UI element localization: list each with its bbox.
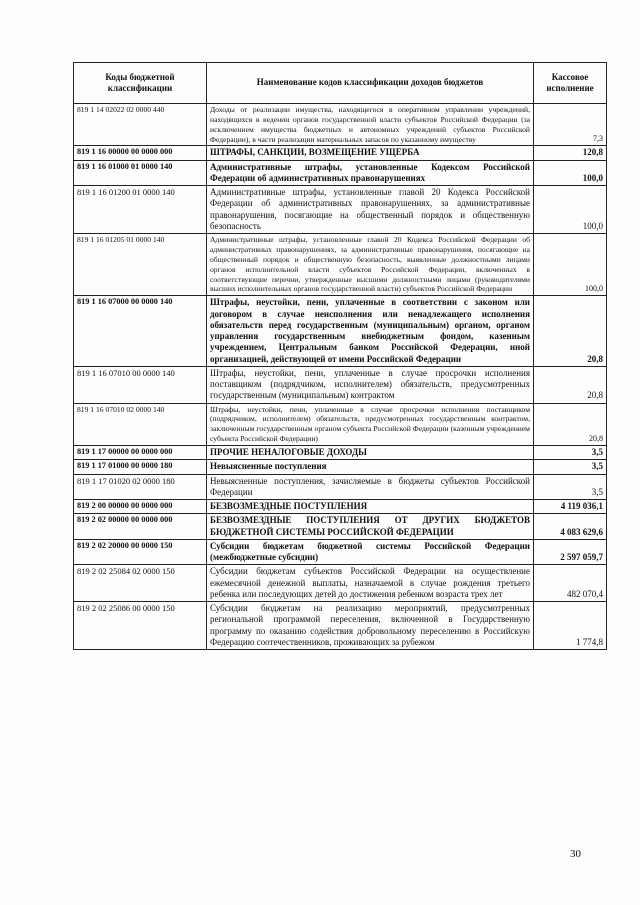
header-codes: Коды бюджетной классификации bbox=[74, 63, 207, 104]
classification-name: Административные штрафы, установленные Кодексом Российской Федерации об административных правонарушениях bbox=[207, 160, 534, 186]
cash-execution-value: 7,3 bbox=[534, 104, 607, 146]
table-row bbox=[74, 186, 607, 234]
classification-name: Штрафы, неустойки, пени, уплаченные в соответствии с законом или договором в случае неисполнения или ненадлежащего исполнения обязательств перед государственным (муниципальным) органом, органом управления государственным внебюджетным фондом, казенным учреждением, Центральным банком Российской Федерации, иной организацией, действующей от имени Российской Федерации bbox=[207, 296, 534, 367]
classification-name: ШТРАФЫ, САНКЦИИ, ВОЗМЕЩЕНИЕ УЩЕРБА bbox=[207, 146, 534, 160]
table-row bbox=[74, 500, 607, 514]
header-execution: Кассовое исполнение bbox=[534, 63, 607, 104]
table-row bbox=[74, 446, 607, 460]
classification-code: 819 2 02 20000 00 0000 150 bbox=[74, 539, 207, 565]
table-row bbox=[74, 296, 607, 367]
classification-code: 819 1 17 00000 00 0000 000 bbox=[74, 446, 207, 460]
table-row bbox=[74, 104, 607, 146]
header-names: Наименование кодов классификации доходов бюджетов bbox=[207, 63, 534, 104]
cash-execution-value: 100,0 bbox=[534, 160, 607, 186]
table-row bbox=[74, 539, 607, 565]
table-row bbox=[74, 460, 607, 474]
cash-execution-value: 4 119 036,1 bbox=[534, 500, 607, 514]
classification-code: 819 1 16 01205 01 0000 140 bbox=[74, 234, 207, 296]
classification-name: Субсидии бюджетам на реализацию мероприятий, предусмотренных региональной программой переселения, включенной в Государственную программу по оказанию содействия добровольному переселению в Российскую Федерацию соотечественников, проживающих за рубежом bbox=[207, 602, 534, 650]
table-row bbox=[74, 474, 607, 500]
table-row bbox=[74, 234, 607, 296]
table-row bbox=[74, 514, 607, 540]
table-row bbox=[74, 146, 607, 160]
cash-execution-value: 120,8 bbox=[534, 146, 607, 160]
classification-name: Невыясненные поступления, зачисляемые в бюджеты субъектов Российской Федерации bbox=[207, 474, 534, 500]
classification-code: 819 2 00 00000 00 0000 000 bbox=[74, 500, 207, 514]
cash-execution-value: 100,0 bbox=[534, 234, 607, 296]
classification-code: 819 2 02 00000 00 0000 000 bbox=[74, 514, 207, 540]
cash-execution-value: 1 774,8 bbox=[534, 602, 607, 650]
page-number: 30 bbox=[570, 848, 581, 860]
table-header bbox=[74, 63, 607, 104]
cash-execution-value: 100,0 bbox=[534, 186, 607, 234]
cash-execution-value: 4 083 629,6 bbox=[534, 514, 607, 540]
cash-execution-value: 20,8 bbox=[534, 296, 607, 367]
classification-code: 819 1 16 01200 01 0000 140 bbox=[74, 186, 207, 234]
classification-code: 819 1 16 07010 02 0000 140 bbox=[74, 403, 207, 445]
classification-code: 819 1 16 07010 00 0000 140 bbox=[74, 366, 207, 403]
table-row bbox=[74, 366, 607, 403]
classification-name: ПРОЧИЕ НЕНАЛОГОВЫЕ ДОХОДЫ bbox=[207, 446, 534, 460]
cash-execution-value: 3,5 bbox=[534, 460, 607, 474]
table-body bbox=[74, 104, 607, 650]
classification-code: 819 2 02 25084 02 0000 150 bbox=[74, 565, 207, 602]
budget-revenue-table bbox=[73, 62, 607, 650]
classification-name: Доходы от реализации имущества, находящегося в оперативном управлении учреждений, находящихся в ведении органов государственной власти субъектов Российской Федерации (за исключением имущества бюджетных и автономных учреждений субъектов Российской Федерации), в части реализации материальных запасов по указанному имуществу bbox=[207, 104, 534, 146]
classification-code: 819 1 16 07000 00 0000 140 bbox=[74, 296, 207, 367]
classification-name: Административные штрафы, установленные главой 20 Кодекса Российской Федерации об административных правонарушениях, за административные правонарушения, посягающие на общественный порядок и общественную безопасность, выявленные должностными лицами органов исполнительной власти субъектов Российской Федерации, включенных в соответствующие перечни, утвержденные высшими должностными лицами (руководителями высших исполнительных органов государственной власти) субъектов Российской Федерации bbox=[207, 234, 534, 296]
classification-name: БЕЗВОЗМЕЗДНЫЕ ПОСТУПЛЕНИЯ ОТ ДРУГИХ БЮДЖЕТОВ БЮДЖЕТНОЙ СИСТЕМЫ РОССИЙСКОЙ ФЕДЕРАЦИИ bbox=[207, 514, 534, 540]
classification-name: Субсидии бюджетам бюджетной системы Российской Федерации (межбюджетные субсидии) bbox=[207, 539, 534, 565]
cash-execution-value: 482 070,4 bbox=[534, 565, 607, 602]
table-row bbox=[74, 602, 607, 650]
classification-code: 819 1 14 02022 02 0000 440 bbox=[74, 104, 207, 146]
classification-code: 819 1 17 01020 02 0000 180 bbox=[74, 474, 207, 500]
cash-execution-value: 2 597 059,7 bbox=[534, 539, 607, 565]
classification-name: Административные штрафы, установленные главой 20 Кодекса Российской Федерации об административных правонарушениях, за административные правонарушения, посягающие на общественный порядок и общественную безопасность bbox=[207, 186, 534, 234]
classification-code: 819 1 16 01000 01 0000 140 bbox=[74, 160, 207, 186]
classification-name: Штрафы, неустойки, пени, уплаченные в случае просрочки исполнения поставщиком (подрядчиком, исполнителем) обязательств, предусмотренных государственным контрактом, заключенным государственным органом субъекта Российской Федерации (казенным учреждением субъекта Российской Федерации) bbox=[207, 403, 534, 445]
table-row bbox=[74, 565, 607, 602]
cash-execution-value: 3,5 bbox=[534, 474, 607, 500]
classification-code: 819 1 16 00000 00 0000 000 bbox=[74, 146, 207, 160]
classification-name: Штрафы, неустойки, пени, уплаченные в случае просрочки исполнения поставщиком (подрядчиком, исполнителем) обязательств, предусмотренных государственным (муниципальным) контрактом bbox=[207, 366, 534, 403]
cash-execution-value: 20,8 bbox=[534, 366, 607, 403]
classification-name: Невыясненные поступления bbox=[207, 460, 534, 474]
classification-name: БЕЗВОЗМЕЗДНЫЕ ПОСТУПЛЕНИЯ bbox=[207, 500, 534, 514]
table-row bbox=[74, 160, 607, 186]
table-row bbox=[74, 403, 607, 445]
cash-execution-value: 3,5 bbox=[534, 446, 607, 460]
classification-code: 819 1 17 01000 00 0000 180 bbox=[74, 460, 207, 474]
cash-execution-value: 20,8 bbox=[534, 403, 607, 445]
classification-code: 819 2 02 25086 00 0000 150 bbox=[74, 602, 207, 650]
classification-name: Субсидии бюджетам субъектов Российской Федерации на осуществление ежемесячной денежной выплаты, назначаемой в случае рождения третьего ребенка или последующих детей до достижения ребенком возраста трех лет bbox=[207, 565, 534, 602]
